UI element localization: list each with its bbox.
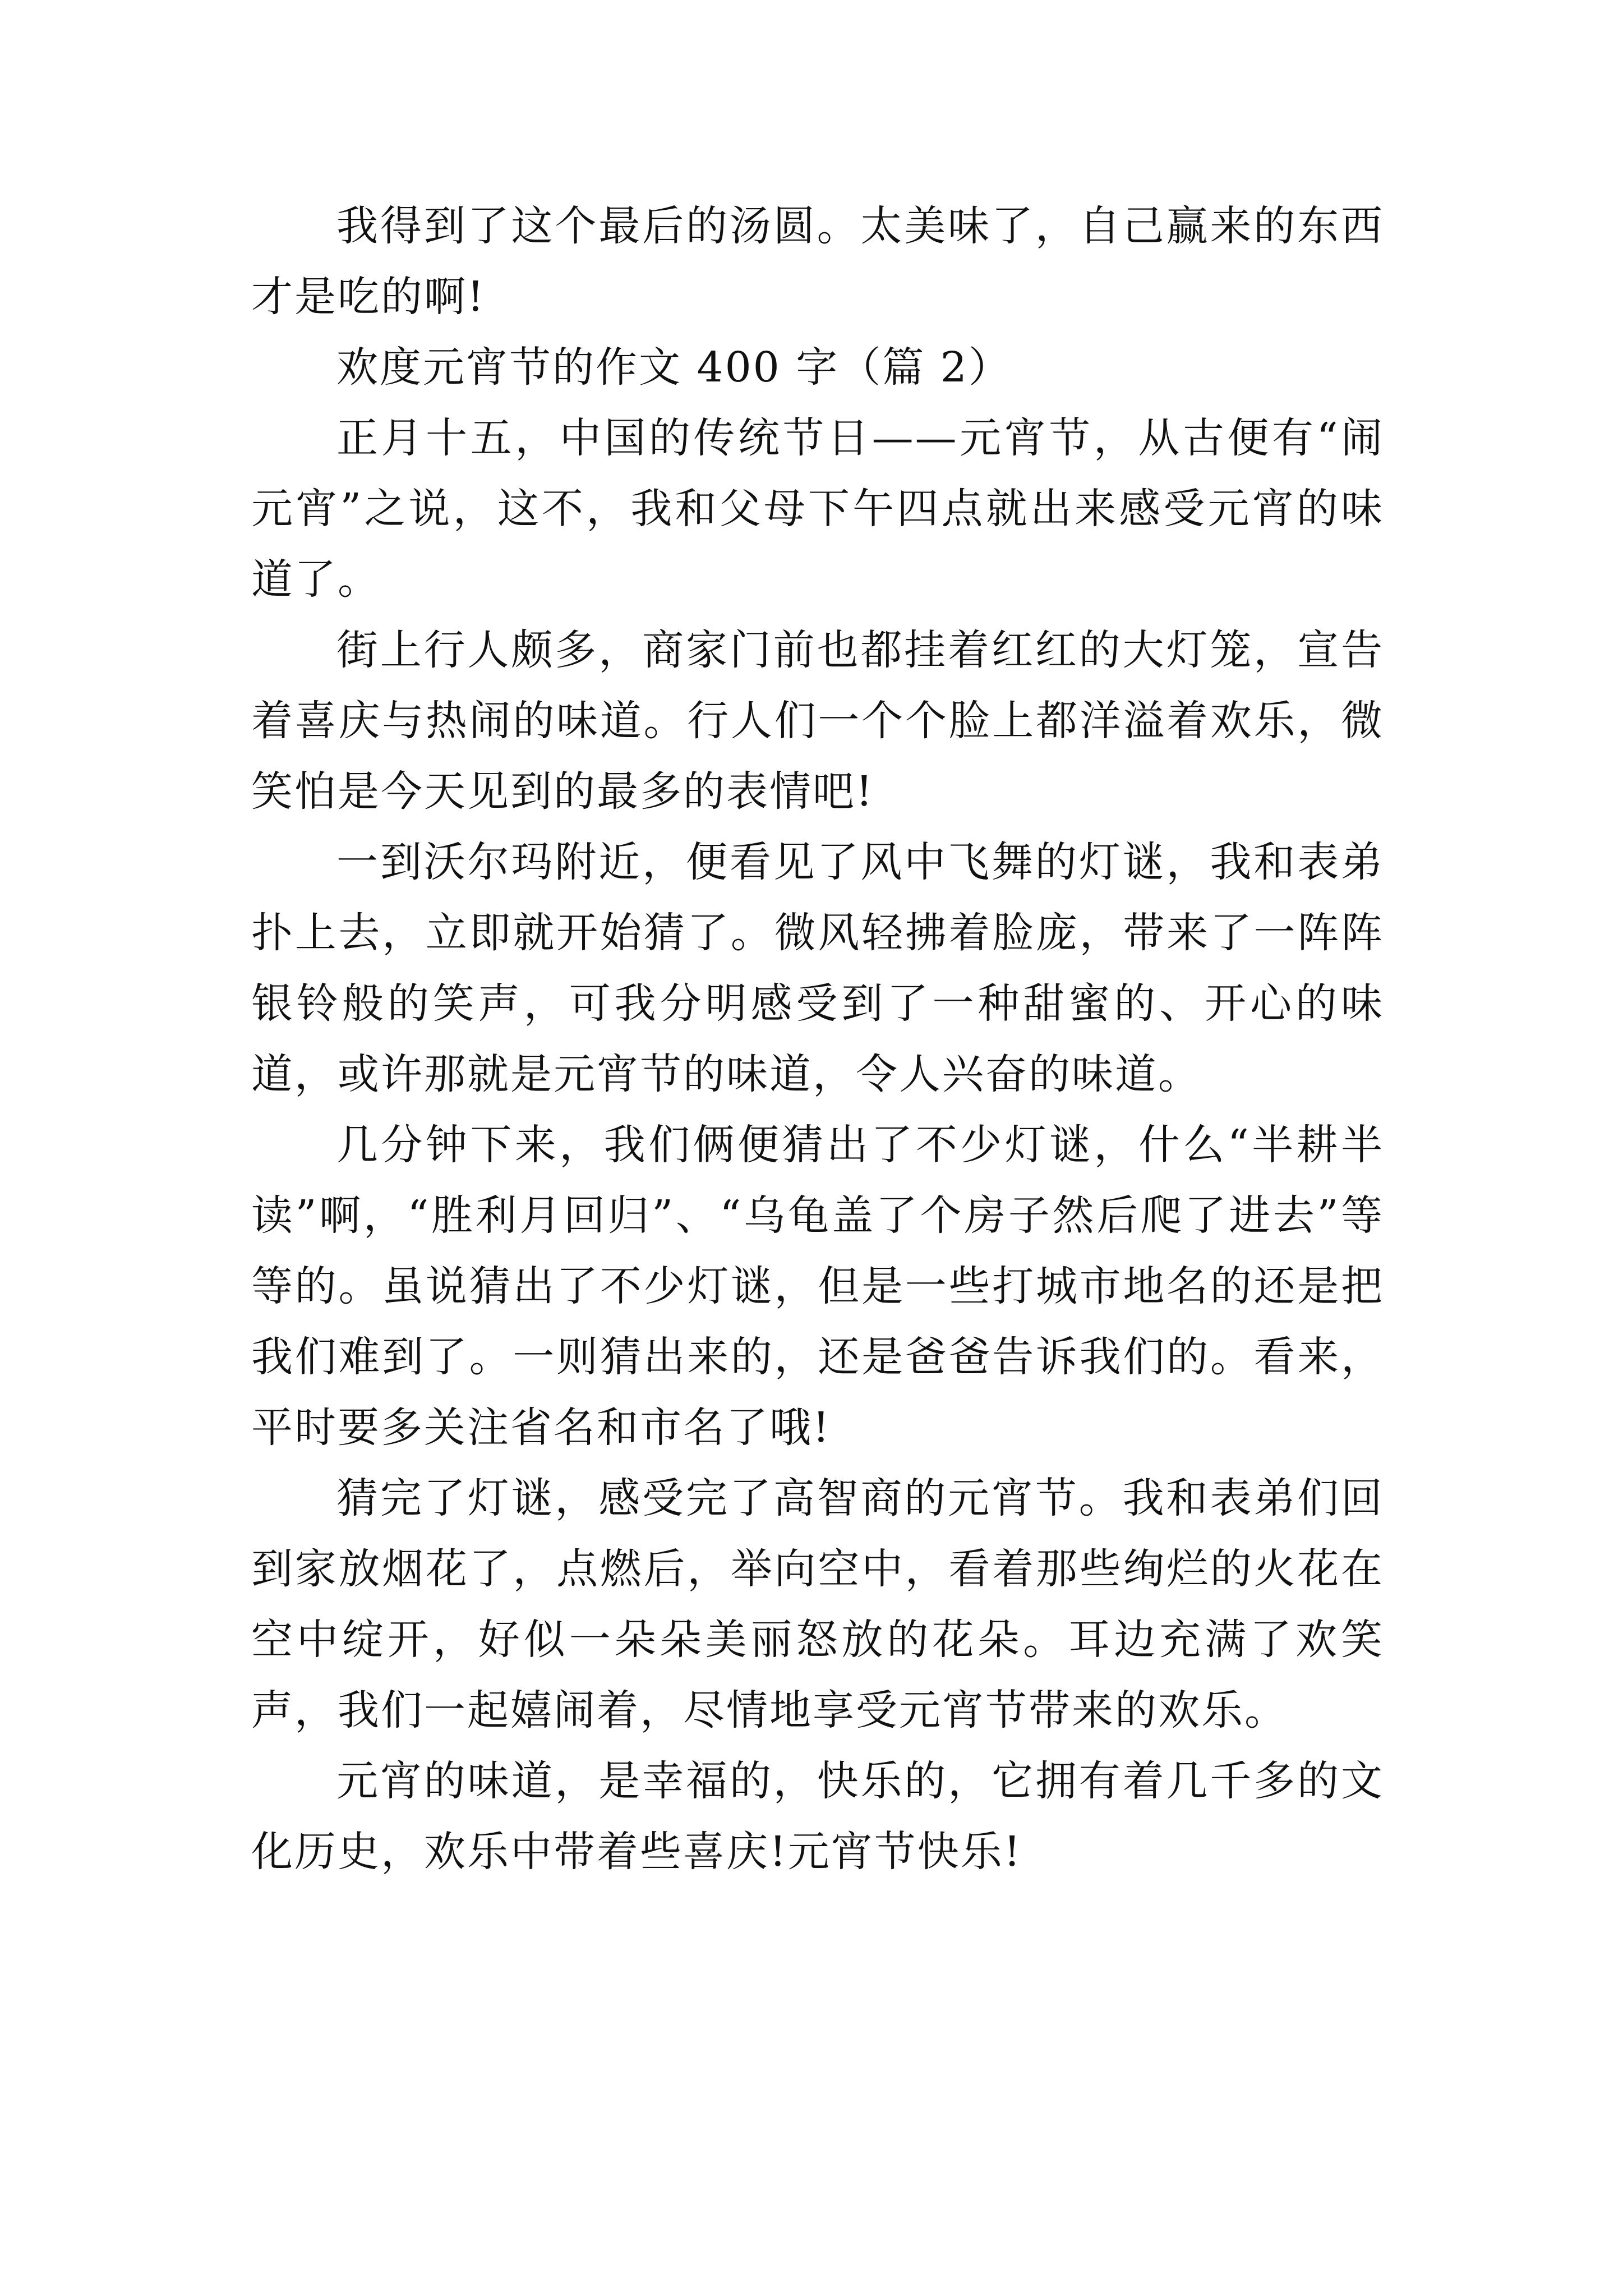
paragraph-4: 一到沃尔玛附近，便看见了风中飞舞的灯谜，我和表弟扑上去，立即就开始猜了。微风轻拂着脸庞，带来了一阵阵银铃般的笑声，可我分明感受到了一种甜蜜的、开心的味道，或许那就是元宵节的味道，令人兴奋的味道。 [251,838,1384,1098]
section-heading: 欢度元宵节的作文 400 字（篇 2） [336,343,1012,392]
paragraph-3: 街上行人颇多，商家门前也都挂着红红的大灯笼，宣告着喜庆与热闹的味道。行人们一个个脸上都洋溢着欢乐，微笑怕是今天见到的最多的表情吧! [251,626,1384,816]
paragraph-5: 几分钟下来，我们俩便猜出了不少灯谜，什么“半耕半读”啊，“胜利月回归”、“乌龟盖了个房子然后爬了进去”等等的。虽说猜出了不少灯谜，但是一些打城市地名的还是把我们难到了。一则猜出来的，还是爸爸告诉我们的。看来，平时要多关注省名和市名了哦! [251,1121,1384,1452]
paragraph-1: 我得到了这个最后的汤圆。太美味了，自己赢来的东西才是吃的啊! [251,202,1384,321]
document-body [251,191,1384,1887]
paragraph-2: 正月十五，中国的传统节日——元宵节，从古便有“闹元宵”之说，这不，我和父母下午四点就出来感受元宵的味道了。 [251,414,1384,604]
paragraph-7: 元宵的味道，是幸福的，快乐的，它拥有着几千多的文化历史，欢乐中带着些喜庆!元宵节快乐! [251,1757,1384,1876]
paragraph-6: 猜完了灯谜，感受完了高智商的元宵节。我和表弟们回到家放烟花了，点燃后，举向空中，看着那些绚烂的火花在空中绽开，好似一朵朵美丽怒放的花朵。耳边充满了欢笑声，我们一起嬉闹着，尽情地享受元宵节带来的欢乐。 [251,1474,1384,1734]
